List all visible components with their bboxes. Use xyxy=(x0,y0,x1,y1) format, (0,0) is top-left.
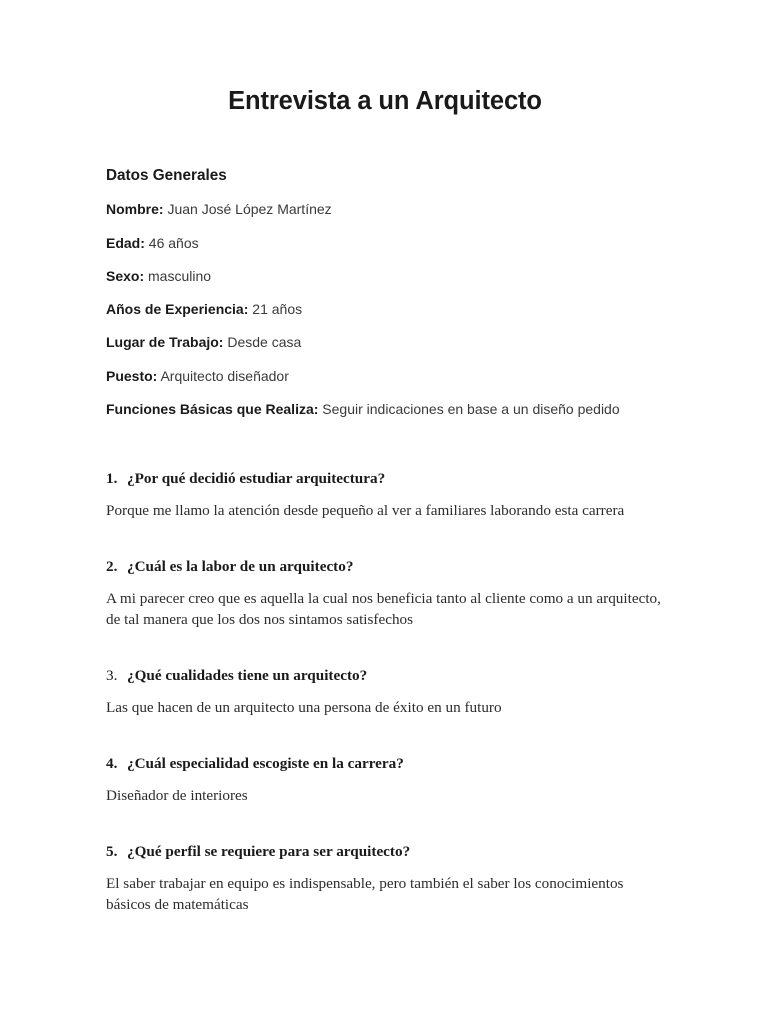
field-label: Edad: xyxy=(106,234,145,251)
question-number: 5. xyxy=(106,842,118,860)
general-data-section xyxy=(106,166,664,418)
qa-item-3 xyxy=(106,666,664,719)
question-number: 1. xyxy=(106,469,118,487)
field-row-edad xyxy=(106,235,664,252)
field-row-lugar-trabajo xyxy=(106,334,664,351)
question-number: 3. xyxy=(106,666,118,684)
page-title: Entrevista a un Arquitecto xyxy=(228,87,542,115)
section-heading-datos-generales: Datos Generales xyxy=(106,166,227,184)
question-line xyxy=(106,754,664,773)
field-row-puesto xyxy=(106,368,664,385)
field-label: Funciones Básicas que Realiza: xyxy=(106,400,319,417)
answer-text: A mi parecer creo que es aquella la cual nos beneficia tanto al cliente como a un arquitecto, de tal manera que los dos nos sintamos satisfechos xyxy=(106,589,661,628)
field-value: Desde casa xyxy=(227,334,302,351)
field-label: Lugar de Trabajo: xyxy=(106,334,224,351)
field-value: 21 años xyxy=(252,301,303,318)
question-number: 2. xyxy=(106,557,118,575)
question-text: ¿Qué cualidades tiene un arquitecto? xyxy=(127,666,368,684)
question-line xyxy=(106,469,664,488)
question-line xyxy=(106,842,664,861)
question-text: ¿Cuál especialidad escogiste en la carrera? xyxy=(127,754,404,772)
field-label: Sexo: xyxy=(106,267,145,284)
question-line xyxy=(106,666,664,685)
questions-section xyxy=(106,469,664,916)
field-row-funciones-basicas xyxy=(106,401,664,418)
field-value: Juan José López Martínez xyxy=(167,201,332,218)
answer-text: Diseñador de interiores xyxy=(106,786,248,804)
answer-text: Las que hacen de un arquitecto una persona de éxito en un futuro xyxy=(106,698,502,716)
field-label: Años de Experiencia: xyxy=(106,301,249,318)
field-value: Arquitecto diseñador xyxy=(160,367,289,384)
qa-item-5 xyxy=(106,842,664,916)
field-value: masculino xyxy=(148,267,212,284)
qa-item-4 xyxy=(106,754,664,807)
general-field-list xyxy=(106,201,664,418)
field-row-nombre xyxy=(106,201,664,218)
answer-text: El saber trabajar en equipo es indispensable, pero también el saber los conocimientos básicos de matemáticas xyxy=(106,874,624,913)
question-line xyxy=(106,557,664,576)
question-number: 4. xyxy=(106,754,118,772)
document-content xyxy=(106,0,664,916)
field-row-sexo xyxy=(106,268,664,285)
field-value: Seguir indicaciones en base a un diseño pedido xyxy=(322,400,620,417)
question-text: ¿Por qué decidió estudiar arquitectura? xyxy=(127,469,386,487)
qa-item-2 xyxy=(106,557,664,631)
field-row-anos-experiencia xyxy=(106,301,664,318)
question-text: ¿Cuál es la labor de un arquitecto? xyxy=(127,557,354,575)
qa-item-1 xyxy=(106,469,664,522)
question-text: ¿Qué perfil se requiere para ser arquitecto? xyxy=(127,842,411,860)
field-value: 46 años xyxy=(148,234,199,251)
field-label: Puesto: xyxy=(106,367,158,384)
answer-text: Porque me llamo la atención desde pequeño al ver a familiares laborando esta carrera xyxy=(106,501,625,519)
field-label: Nombre: xyxy=(106,201,164,218)
